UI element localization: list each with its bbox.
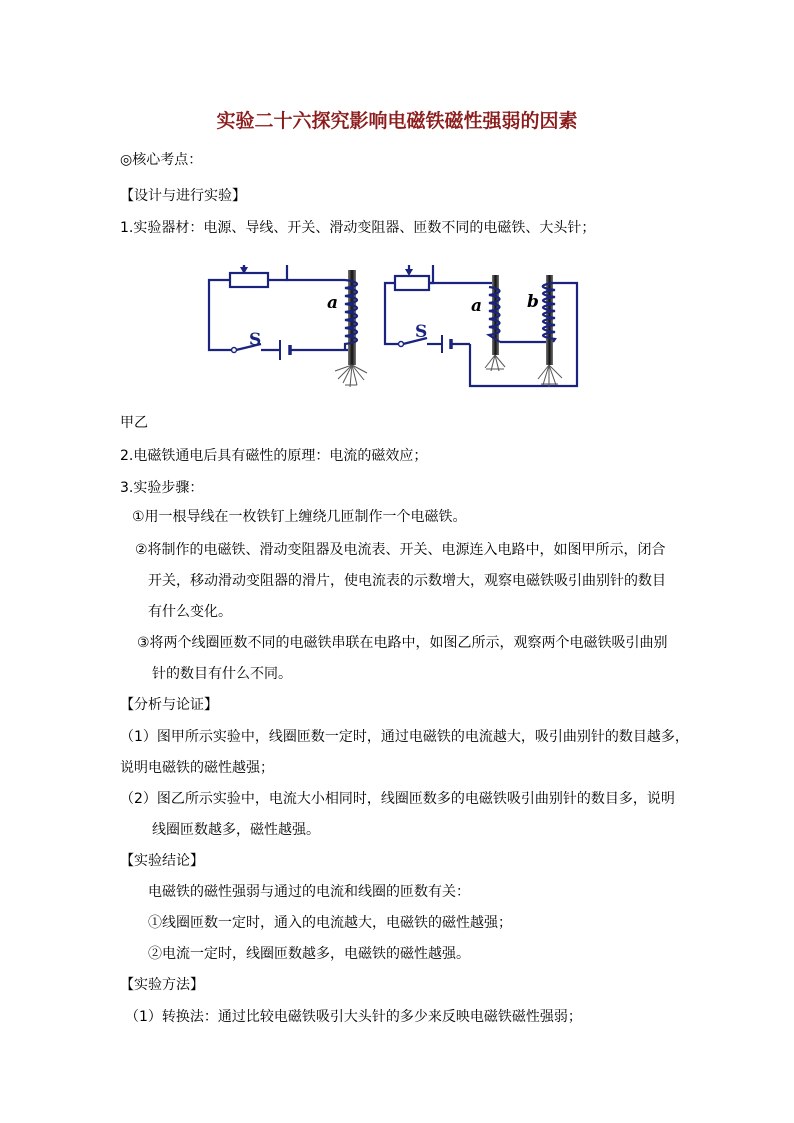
figure-caption: 甲乙	[120, 415, 148, 431]
coil-label-a: a	[471, 296, 483, 316]
steps-heading: 3.实验步骤：	[120, 480, 204, 496]
core-points-label: ◎核心考点：	[120, 152, 203, 168]
switch-pivot-right	[399, 342, 404, 347]
conclusion-intro: 电磁铁的磁性强弱与通过的电流和线圈的匝数有关：	[148, 884, 470, 900]
step-1: ①用一根导线在一枚铁钉上缠绕几匝制作一个电磁铁。	[132, 509, 467, 525]
method-1: （1）转换法：通过比较电磁铁吸引大头针的多少来反映电磁铁磁性强弱；	[125, 1009, 582, 1025]
step-3-line-2: 针的数目有什么不同。	[152, 666, 292, 682]
coil-b	[543, 283, 555, 342]
conclusion-heading: 【实验结论】	[120, 853, 204, 869]
pins-b	[538, 365, 562, 387]
step-2-line-3: 有什么变化。	[148, 604, 232, 620]
switch-pivot-left	[232, 348, 237, 353]
coil-label-left: a	[327, 293, 339, 313]
pins-a	[485, 355, 505, 371]
circuit-figure	[205, 265, 590, 395]
analysis-1-line-2: 说明电磁铁的磁性越强；	[120, 760, 274, 776]
switch-label-left: S	[249, 330, 262, 350]
method-heading: 【实验方法】	[120, 977, 204, 993]
design-heading: 【设计与进行实验】	[120, 188, 246, 204]
document-title: 实验二十六探究影响电磁铁磁性强弱的因素	[216, 110, 578, 132]
step-2-line-1: ②将制作的电磁铁、滑动变阻器及电流表、开关、电源连入电路中，如图甲所示，闭合	[135, 542, 666, 558]
materials-text: 1.实验器材：电源、导线、开关、滑动变阻器、匝数不同的电磁铁、大头针；	[120, 220, 596, 236]
step-3-line-1: ③将两个线圈匝数不同的电磁铁串联在电路中，如图乙所示，观察两个电磁铁吸引曲别	[137, 635, 668, 651]
switch-label-right: S	[415, 322, 428, 342]
step-2-line-2: 开关，移动滑动变阻器的滑片，使电流表的示数增大，观察电磁铁吸引曲别针的数目	[148, 573, 666, 589]
rheostat-right	[395, 276, 429, 290]
conclusion-1: ①线圈匝数一定时，通入的电流越大，电磁铁的磁性越强；	[148, 915, 512, 931]
pins-left	[335, 365, 367, 387]
analysis-heading: 【分析与论证】	[120, 697, 218, 713]
analysis-1-line-1: （1）图甲所示实验中，线圈匝数一定时，通过电磁铁的电流越大，吸引曲别针的数目越多，	[120, 729, 689, 745]
coil-label-b: b	[527, 292, 539, 312]
principle-text: 2.电磁铁通电后具有磁性的原理：电流的磁效应；	[120, 448, 428, 464]
analysis-2-line-1: （2）图乙所示实验中，电流大小相同时，线圈匝数多的电磁铁吸引曲别针的数目多，说明	[120, 791, 675, 807]
rheostat-left	[230, 273, 268, 287]
conclusion-2: ②电流一定时，线圈匝数越多，电磁铁的磁性越强。	[148, 946, 470, 962]
analysis-2-line-2: 线圈匝数越多，磁性越强。	[152, 822, 320, 838]
